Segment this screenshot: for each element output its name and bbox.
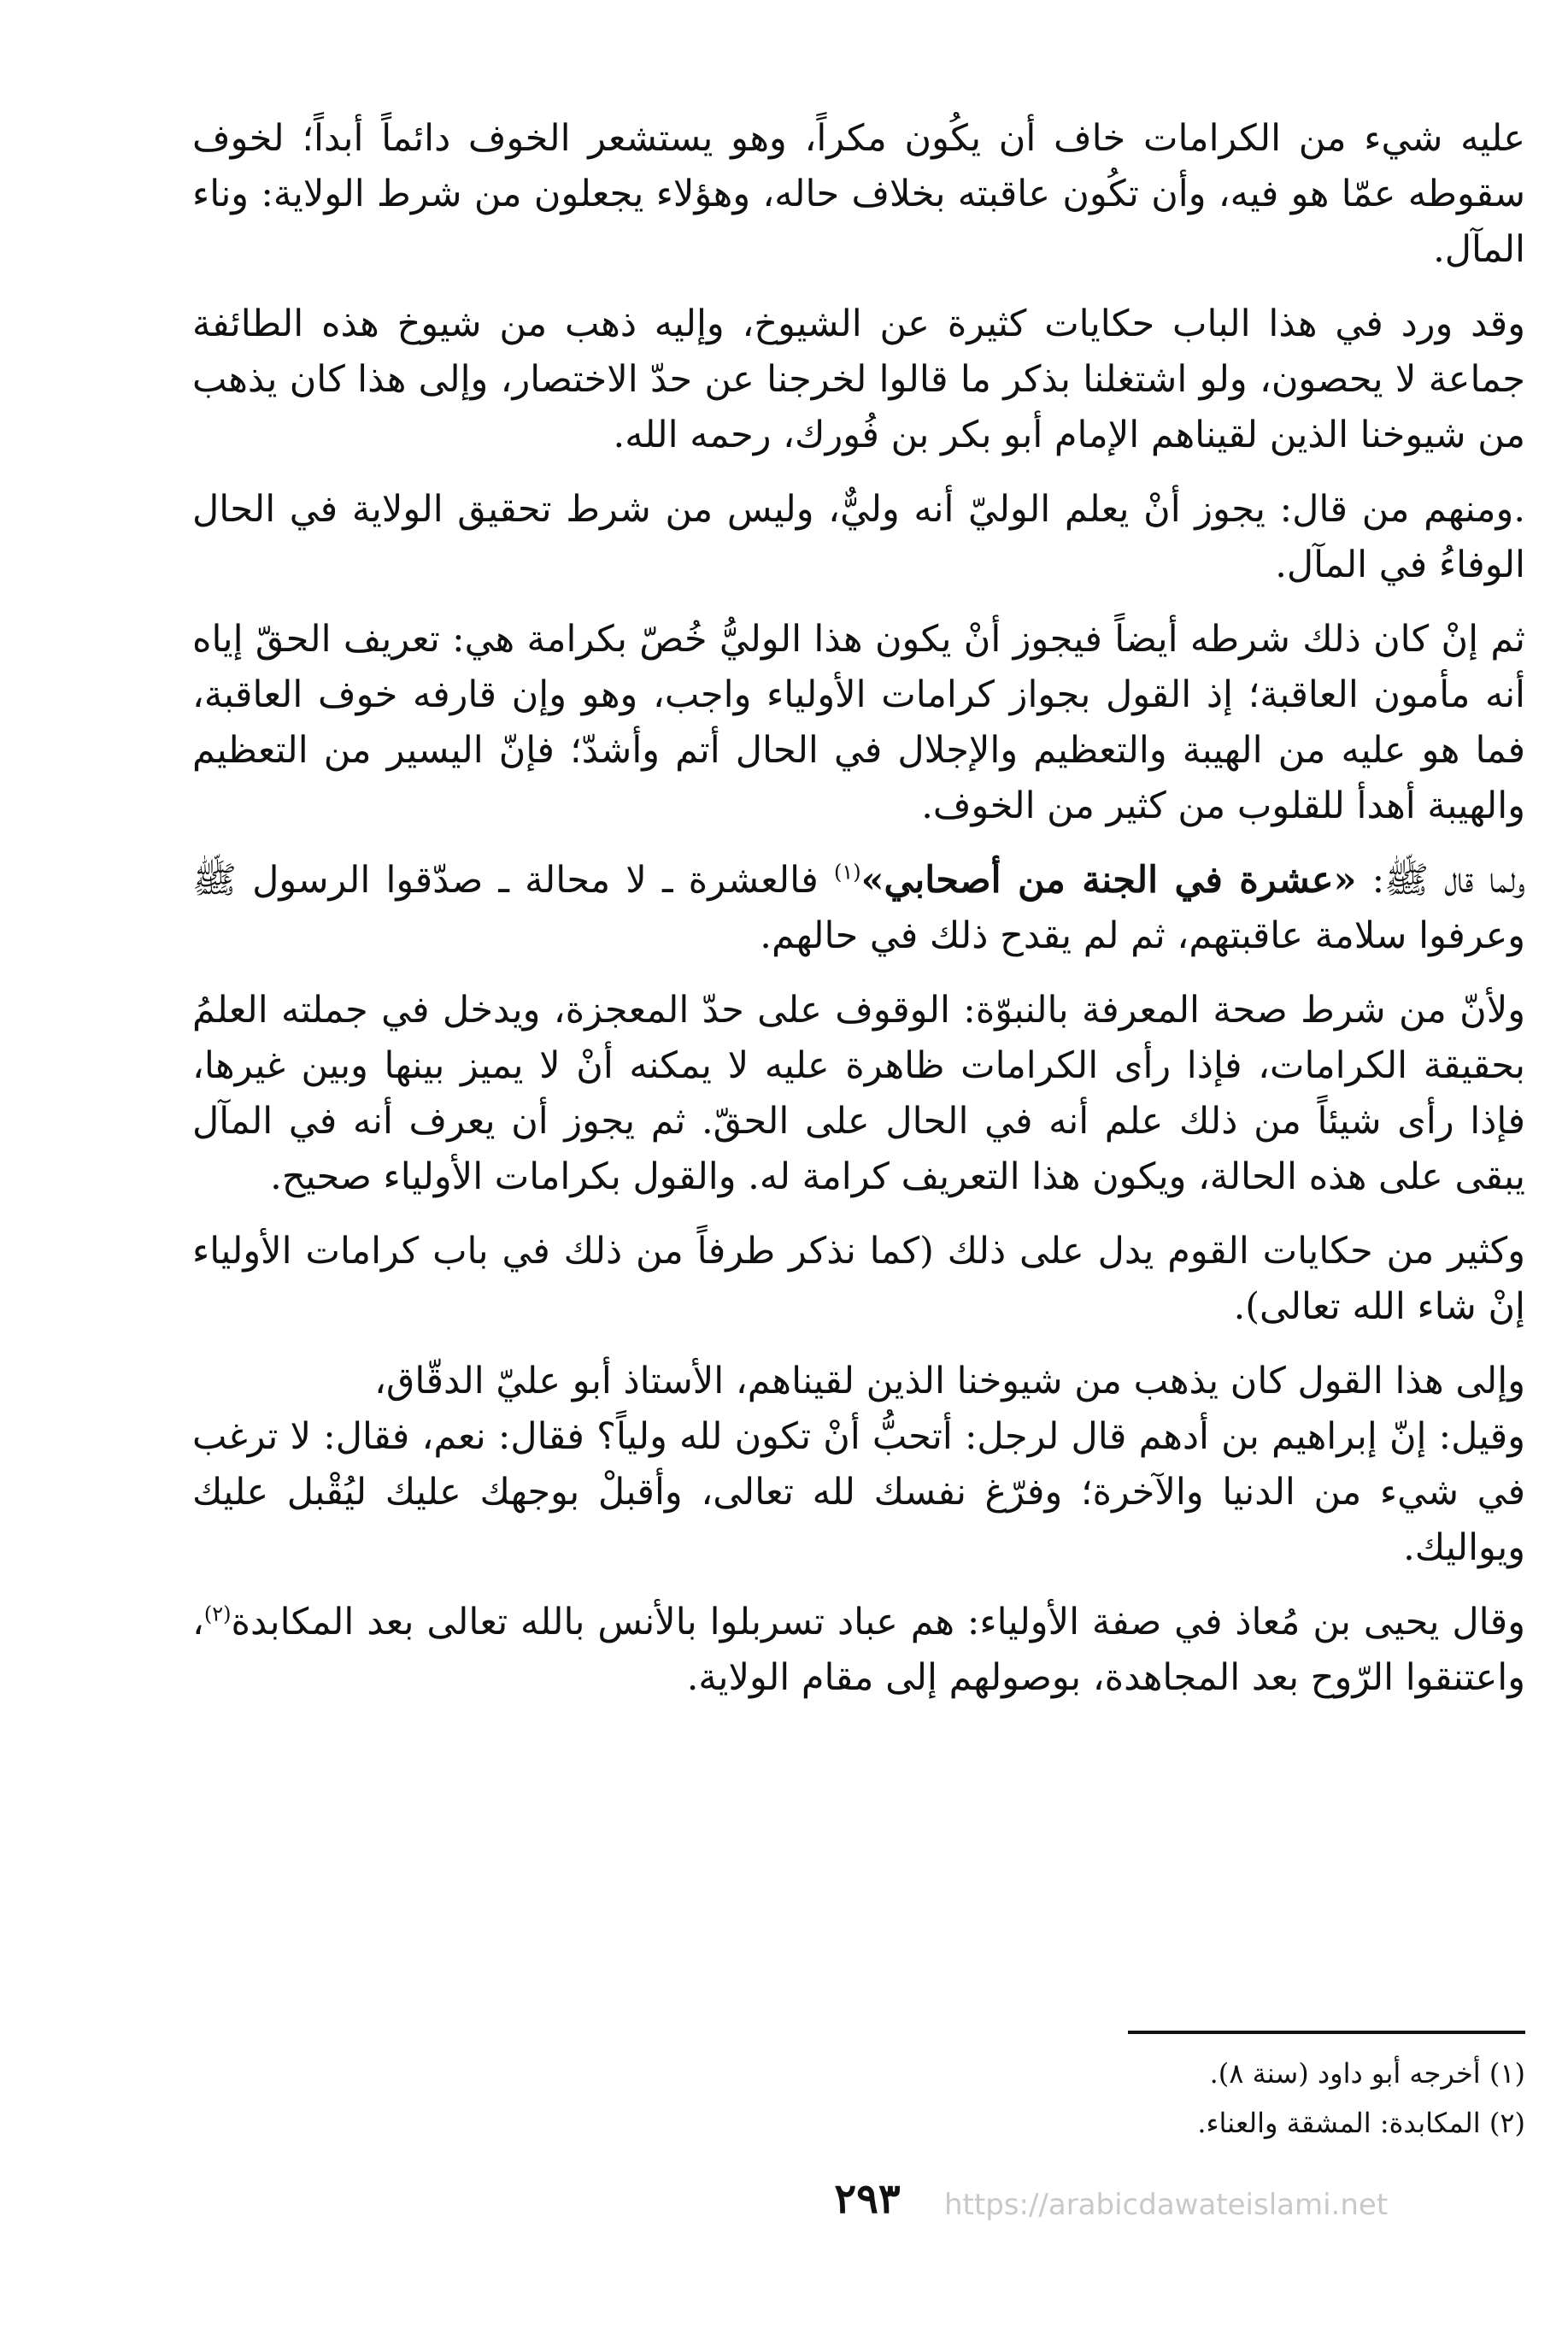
footnote-mark-2: (٢) (203, 1602, 232, 1626)
paragraph-10-before: وقال يحيى بن مُعاذ في صفة الأولياء: هم عباد تسربلوا بالأنس بالله تعالى بعد المكابدة (231, 1601, 1525, 1643)
paragraph-5-before: ولما قال ﷺ: (1356, 859, 1525, 902)
paragraph-2: وقد ورد في هذا الباب حكايات كثيرة عن الشيوخ، وإليه ذهب من شيوخ هذه الطائفة جماعة لا يحصون، ولو اشتغلنا بذكر ما قالوا لخرجنا عن حدّ الاختصار، وإلى هذا كان يذهب من شيوخنا الذين لقيناهم الإمام أبو بكر بن فُورك، رحمه الله. (192, 303, 1525, 456)
paragraph-1: عليه شيء من الكرامات خاف أن يكُون مكراً، وهو يستشعر الخوف دائماً أبداً؛ لخوف سقوطه عمّا هو فيه، وأن تكُون عاقبته بخلاف حاله، وهؤلاء يجعلون من شرط الولاية: وناء المآل. (192, 117, 1525, 271)
paragraph-9: وقيل: إنّ إبراهيم بن أدهم قال لرجل: أتحبُّ أنْ تكون لله ولياً؟ فقال: نعم، فقال: لا ترغب في شيء من الدنيا والآخرة؛ وفرّغ نفسك لله تعالى، وأقبلْ بوجهك عليك ليُقْبل عليك ويواليك. (192, 1415, 1525, 1569)
footnote-2: (٢) المكابدة: المشقة والعناء. (1197, 2107, 1525, 2139)
footnotes (192, 2051, 1525, 2150)
paragraph-8: وإلى هذا القول كان يذهب من شيوخنا الذين لقيناهم، الأستاذ أبو عليّ الدقّاق، (374, 1360, 1525, 1402)
paragraph-6: ولأنّ من شرط صحة المعرفة بالنبوّة: الوقوف على حدّ المعجزة، ويدخل في جملته العلمُ بحقيقة الكرامات، فإذا رأى الكرامات ظاهرة عليه لا يمكنه أنْ لا يميز بينها وبين غيرها، فإذا رأى شيئاً من ذلك علم أنه في الحال على الحقّ. ثم يجوز أن يعرف أنه في المآل يبقى على هذه الحالة، ويكون هذا التعريف كرامة له. والقول بكرامات الأولياء صحيح. (192, 989, 1525, 1198)
paragraph-10 (192, 1595, 1525, 1706)
footnote-divider (1128, 2031, 1525, 2034)
page-number: ٢٩٣ (834, 2175, 901, 2223)
paragraph-4: ثم إنْ كان ذلك شرطه أيضاً فيجوز أنْ يكون هذا الوليُّ خُصّ بكرامة هي: تعريف الحقّ إياه أنه مأمون العاقبة؛ إذ القول بجواز كرامات الأولياء واجب، وهو وإن قارفه خوف العاقبة، فما هو عليه من الهيبة والتعظيم والإجلال في الحال أتم وأشدّ؛ فإنّ اليسير من التعظيم والهيبة أهدأ للقلوب من كثير من الخوف. (192, 618, 1525, 827)
footnote-mark-1: (١) (833, 860, 861, 885)
body-text (192, 111, 1525, 1725)
watermark-url: https://arabicdawateislami.net (944, 2188, 1389, 2222)
paragraph-5 (192, 853, 1525, 964)
footnote-1: (١) أخرجه أبو داود (سنة ٨). (1209, 2057, 1525, 2090)
paragraph-3: .ومنهم من قال: يجوز أنْ يعلم الوليّ أنه وليٌّ، وليس من شرط تحقيق الولاية في الحال الوفاءُ في المآل. (192, 488, 1525, 586)
paragraph-7: وكثير من حكايات القوم يدل على ذلك (كما نذكر طرفاً من ذلك في باب كرامات الأولياء إنْ شاء الله تعالى). (192, 1230, 1525, 1328)
hadith-quote: «عشرة في الجنة من أصحابي» (860, 859, 1357, 902)
paragraph-5-after: فالعشرة ـ لا محالة ـ صدّقوا الرسول ﷺ وعرفوا سلامة عاقبتهم، ثم لم يقدح ذلك في حالهم. (192, 859, 1525, 957)
paragraph-10-after: ، واعتنقوا الرّوح بعد المجاهدة، بوصولهم إلى مقام الولاية. (192, 1601, 1525, 1699)
